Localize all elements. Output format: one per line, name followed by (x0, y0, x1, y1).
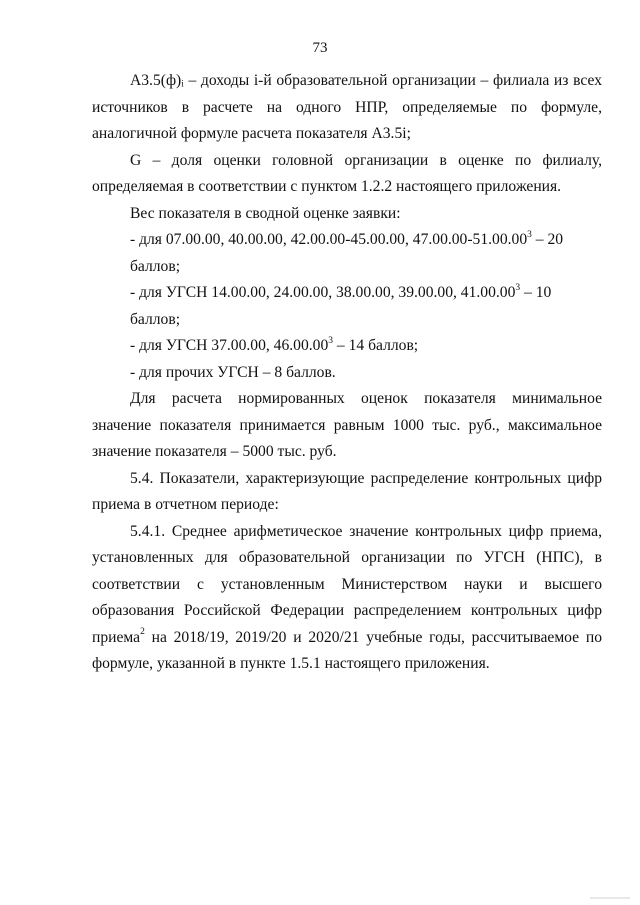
list-item: - для прочих УГСН – 8 баллов. (130, 363, 336, 381)
paragraph-a35-branch: А3.5(ф)ᵢ – доходы i-й образовательной организации – филиала из всех источников в расчете на одного НПР, определяемые по формуле, аналогичной формуле расчета показателя А3.5i; (92, 72, 602, 142)
list-item: - для УГСН 14.00.00, 24.00.00, 38.00.00, 39.00.00, 41.00.00$^3$ – 10 баллов; (130, 282, 552, 328)
paragraph-section-5-4: 5.4. Показатели, характеризующие распределение контрольных цифр приема в отчетном периоде: (92, 469, 602, 513)
paragraph-section-5-4-1: 5.4.1. Среднее арифметическое значение контрольных цифр приема, установленных для образовательной организации по УГСН (НПС), в соответствии с установленным Министерством науки и высшего образования Российской Федерации распределением контрольных цифр приема$^2$ на 2018/19, 2019/20 и 2020/21 учебные годы, рассчитываемое по формуле, указанной в пункте 1.5.1 настоящего приложения. (92, 522, 602, 672)
list-item: - для УГСН 37.00.00, 46.00.00$^3$ – 14 баллов; (130, 335, 419, 354)
paragraph-g-share: G – доля оценки головной организации в оценке по филиалу, определяемая в соответствии с пунктом 1.2.2 настоящего приложения. (92, 151, 602, 195)
page-number: 73 (312, 40, 328, 56)
scan-edge-mark (590, 897, 630, 899)
paragraph-weight-heading: Вес показателя в сводной оценке заявки: (130, 204, 401, 222)
document-body (92, 68, 602, 678)
list-item: - для 07.00.00, 40.00.00, 42.00.00-45.00.00, 47.00.00-51.00.00$^3$ – 20 баллов; (130, 229, 564, 275)
weight-list (92, 227, 602, 386)
paragraph-normalization: Для расчета нормированных оценок показателя минимальное значение показателя принимается равным 1000 тыс. руб., максимальное значение показателя – 5000 тыс. руб. (92, 390, 602, 460)
